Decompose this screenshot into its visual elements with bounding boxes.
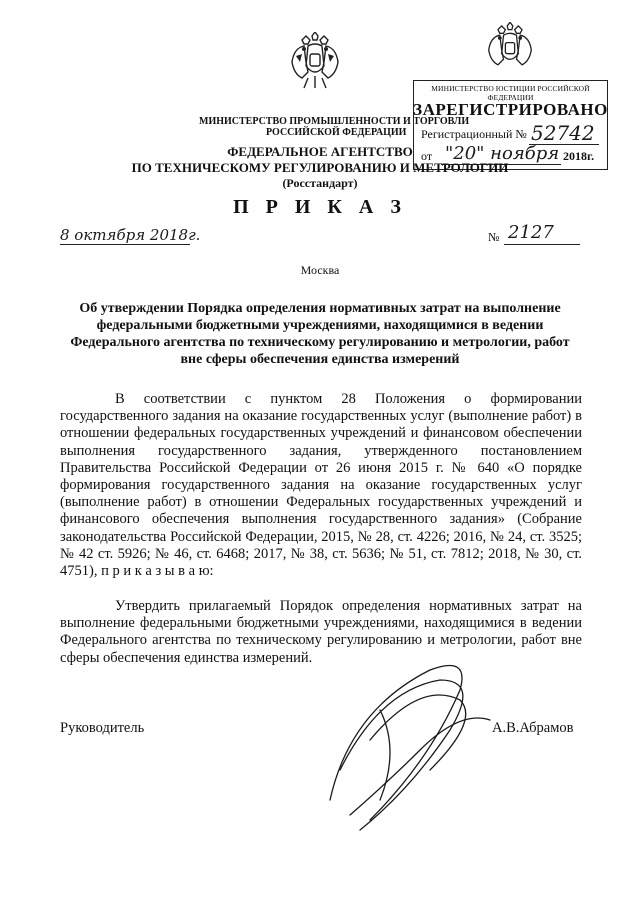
ministry-name-line1: МИНИСТЕРСТВО ПРОМЫШЛЕННОСТИ И ТОРГОВЛИ	[199, 116, 470, 127]
stamp-from-label: от	[421, 149, 433, 163]
order-number: 2127	[508, 222, 554, 243]
order-heading: П Р И К А З	[233, 196, 407, 218]
order-number-prefix: №	[488, 230, 500, 244]
agency-name-line2: ПО ТЕХНИЧЕСКОМУ РЕГУЛИРОВАНИЮ И МЕТРОЛОГИИ	[131, 160, 509, 175]
stamp-reg-number: 52742	[531, 121, 595, 145]
coat-of-arms-emblem	[288, 32, 342, 92]
signer-name: А.В.Абрамов	[492, 720, 574, 736]
stamp-ministry: МИНИСТЕРСТВО ЮСТИЦИИ РОССИЙСКОЙ ФЕДЕРАЦИИ	[431, 84, 590, 102]
stamp-date: "20" ноября	[445, 143, 560, 164]
stamp-year: 2018г.	[563, 149, 595, 163]
stamp-status: ЗАРЕГИСТРИРОВАНО	[413, 100, 608, 119]
agency-short-name: (Росстандарт)	[282, 176, 358, 190]
stamp-reg-label: Регистрационный №	[421, 127, 527, 141]
order-title: Об утверждении Порядка определения нормативных затрат на выполнение федеральными бюджетными учреждениями, находящимися в ведении Федерального агентства по техническому регулированию и метрологии, работ вне сферы обеспечения единства измерений	[70, 301, 570, 367]
order-date-underline	[60, 244, 190, 245]
order-city: Москва	[300, 263, 340, 277]
signer-position: Руководитель	[60, 720, 145, 736]
order-date: 8 октября 2018г.	[60, 226, 201, 244]
stamp-emblem	[485, 22, 535, 78]
body-paragraph-2: Утвердить прилагаемый Порядок определения нормативных затрат на выполнение федеральными бюджетными учреждениями, находящимися в ведении Федерального агентства по техническому регулированию и метрологии, работ вне сферы обеспечения единства измерений.	[60, 598, 582, 666]
body-paragraph-1: В соответствии с пунктом 28 Положения о формировании государственного задания на оказание государственных услуг (выполнение работ) в отношении федеральных государственных учреждений и финансовом обеспечении выполнения государственного задания, утвержденного постановлением Правительства Российской Федерации от 26 июня 2015 г. № 640 «О порядке формирования государственного задания на оказание государственных услуг (выполнение работ) в отношении Федеральных государственных учреждений и финансового обеспечения выполнения государственного задания» (Собрание законодательства Российской Федерации, 2015, № 28, ст. 4226; 2016, № 24, ст. 3525; № 42 ст. 5926; № 46, ст. 6468; 2017, № 38, ст. 5636; № 51, ст. 7812; 2018, № 30, ст. 4751), п р и к а з ы в а ю:	[60, 391, 582, 580]
agency-name-line1: ФЕДЕРАЛЬНОЕ АГЕНТСТВО	[227, 144, 413, 159]
ministry-name-line2: РОССИЙСКОЙ ФЕДЕРАЦИИ	[266, 127, 407, 138]
order-number-underline	[504, 244, 580, 245]
handwritten-signature	[310, 650, 510, 840]
